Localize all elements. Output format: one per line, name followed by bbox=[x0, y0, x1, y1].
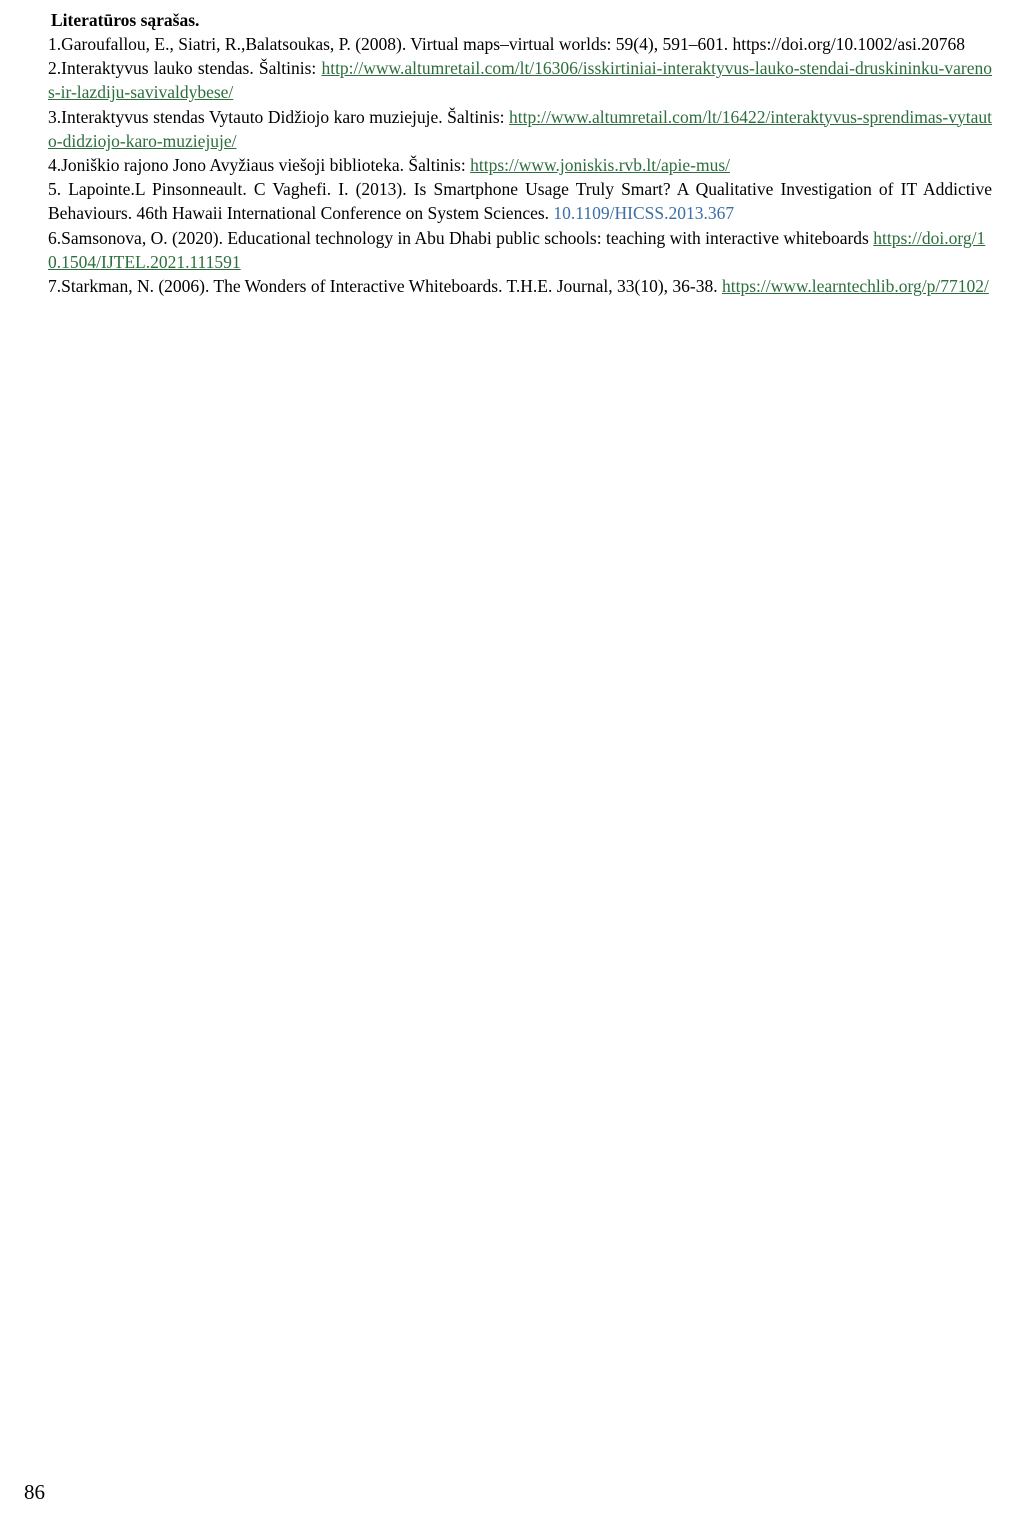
reference-entry bbox=[48, 56, 992, 104]
reference-list bbox=[48, 32, 992, 298]
reference-entry bbox=[48, 177, 992, 225]
reference-link[interactable]: https://doi.org/10.1002/asi.20768 bbox=[732, 34, 965, 54]
reference-entry bbox=[48, 226, 992, 274]
section-heading: Literatūros sąrašas. bbox=[51, 10, 200, 30]
reference-text: 5. Lapointe.L Pinsonneault. C Vaghefi. I. (2013). Is Smartphone Usage Truly Smart? A Qualitative Investigation of IT Addictive Behaviours. 46th Hawaii International Conference on System Sciences. bbox=[48, 179, 992, 224]
reference-text: 3.Interaktyvus stendas Vytauto Didžiojo karo muziejuje. Šaltinis: bbox=[48, 106, 510, 127]
reference-link[interactable]: http://www.altumretail.com/lt/16306/isskirtiniai-interaktyvus-lauko-stendai-druskininku-varenos-ir-lazdiju-savivaldybese/ bbox=[48, 58, 992, 103]
reference-text: 1.Garoufallou, E., Siatri, R.,Balatsoukas, P. (2008). Virtual maps–virtual worlds: 59(4), 591–601. bbox=[48, 34, 733, 54]
reference-entry bbox=[48, 153, 992, 177]
reference-text: 7.Starkman, N. (2006). The Wonders of Interactive Whiteboards. T.H.E. Journal, 33(10), 36-38. bbox=[48, 276, 722, 297]
reference-text: 4.Joniškio rajono Jono Avyžiaus viešoji biblioteka. Šaltinis: bbox=[48, 155, 471, 176]
reference-entry bbox=[48, 274, 992, 298]
reference-text: 6.Samsonova, O. (2020). Educational technology in Abu Dhabi public schools: teaching with interactive whiteboards bbox=[48, 227, 874, 248]
reference-text: 2.Interaktyvus lauko stendas. Šaltinis: bbox=[48, 58, 322, 79]
page-number: 86 bbox=[24, 1480, 45, 1504]
reference-entry bbox=[48, 105, 992, 153]
reference-link[interactable]: http://www.altumretail.com/lt/16422/interaktyvus-sprendimas-vytauto-didziojo-karo-muziejuje/ bbox=[48, 106, 992, 151]
reference-link[interactable]: 10.1109/HICSS.2013.367 bbox=[553, 203, 735, 224]
reference-link[interactable]: https://doi.org/10.1504/IJTEL.2021.111591 bbox=[48, 227, 986, 272]
reference-link[interactable]: https://www.learntechlib.org/p/77102/ bbox=[721, 276, 989, 297]
references-section bbox=[48, 8, 992, 298]
reference-link[interactable]: https://www.joniskis.rvb.lt/apie-mus/ bbox=[470, 155, 730, 176]
reference-entry bbox=[48, 32, 992, 56]
